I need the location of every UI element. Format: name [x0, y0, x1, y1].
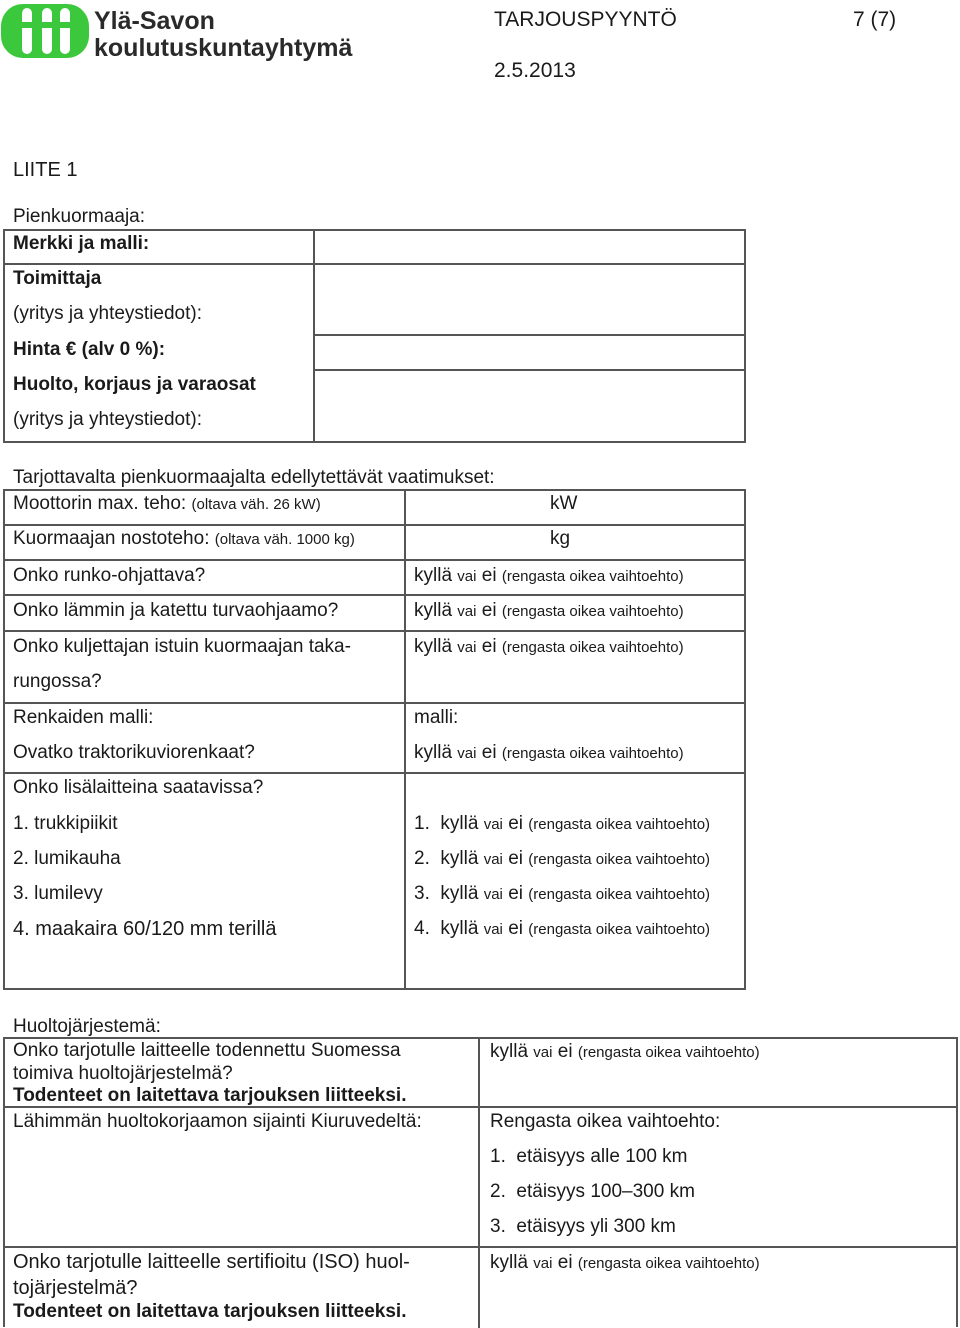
- seat-question-line2: rungossa?: [13, 671, 102, 692]
- certified-question-line1: Onko tarjotulle laitteelle todennettu Suomessa: [13, 1040, 401, 1061]
- section2-title: Tarjottavalta pienkuormaajalta edellytettävät vaatimukset:: [13, 467, 495, 488]
- lift-unit: kg: [550, 528, 571, 549]
- engine-label: Moottorin max. teho:: [13, 493, 187, 514]
- supplier-label: Toimittaja: [13, 268, 102, 289]
- service-sub-label: (yritys ja yhteystiedot):: [13, 409, 202, 430]
- tyres-label: Renkaiden malli:: [13, 707, 154, 728]
- tractor-choice[interactable]: kyllä vai ei (rengasta oikea vaihtoehto): [414, 742, 684, 763]
- frame-choice[interactable]: kyllä vai ei (rengasta oikea vaihtoehto): [414, 565, 684, 586]
- accessory-choice-3[interactable]: 3. kyllä vai ei (rengasta oikea vaihtoehto): [414, 883, 711, 904]
- brand-model-label: Merkki ja malli:: [13, 233, 150, 254]
- lift-note: (oltava väh. 1000 kg): [214, 531, 355, 548]
- lift-label: Kuormaajan nostoteho:: [13, 528, 210, 549]
- accessories-question: Onko lisälaitteina saatavissa?: [13, 777, 264, 798]
- logo-icon: [0, 0, 92, 62]
- distance-option[interactable]: 2. etäisyys 100–300 km: [490, 1181, 695, 1202]
- doc-date: 2.5.2013: [494, 59, 576, 82]
- service-label: Huolto, korjaus ja varaosat: [13, 374, 256, 395]
- section1-title: Pienkuormaaja:: [13, 206, 146, 227]
- nearest-workshop-question: Lähimmän huoltokorjaamon sijainti Kiuruvedeltä:: [13, 1111, 422, 1132]
- cabin-question: Onko lämmin ja katettu turvaohjaamo?: [13, 600, 339, 621]
- distance-option[interactable]: 3. etäisyys yli 300 km: [490, 1216, 676, 1237]
- iso-choice[interactable]: kyllä vai ei (rengasta oikea vaihtoehto): [490, 1252, 760, 1273]
- seat-question-line1: Onko kuljettajan istuin kuormaajan taka-: [13, 636, 351, 657]
- org-name-line1: Ylä-Savon: [94, 7, 215, 35]
- certified-choice[interactable]: kyllä vai ei (rengasta oikea vaihtoehto): [490, 1041, 760, 1062]
- engine-unit: kW: [550, 493, 578, 514]
- tyres-model-label: malli:: [414, 707, 459, 728]
- accessory-choice-2[interactable]: 2. kyllä vai ei (rengasta oikea vaihtoehto): [414, 848, 711, 869]
- accessory-item: 4. maakaira 60/120 mm terillä: [13, 918, 277, 940]
- iso-question-line2: tojärjestelmä?: [13, 1277, 138, 1299]
- engine-note: (oltava väh. 26 kW): [191, 496, 321, 513]
- org-name: [94, 8, 352, 62]
- logo: [0, 0, 92, 62]
- accessory-item: 1. trukkipiikit: [13, 813, 118, 834]
- certified-question-line2: toimiva huoltojärjestelmä?: [13, 1063, 233, 1084]
- circle-prompt: Rengasta oikea vaihtoehto:: [490, 1111, 721, 1132]
- evidence-note-2: Todenteet on laitettava tarjouksen liitteeksi.: [13, 1301, 407, 1322]
- accessory-item: 3. lumilevy: [13, 883, 103, 904]
- engine-row: [13, 493, 321, 515]
- page-number: 7 (7): [853, 8, 897, 31]
- section3-title: Huoltojärjestemä:: [13, 1016, 161, 1037]
- accessory-choice-1[interactable]: 1. kyllä vai ei (rengasta oikea vaihtoehto): [414, 813, 711, 834]
- iso-question-line1: Onko tarjotulle laitteelle sertifioitu (ISO) huol-: [13, 1251, 410, 1273]
- accessory-choice-4[interactable]: 4. kyllä vai ei (rengasta oikea vaihtoehto): [414, 918, 711, 939]
- doc-type: TARJOUSPYYNTÖ: [494, 8, 677, 31]
- distance-option[interactable]: 1. etäisyys alle 100 km: [490, 1146, 688, 1167]
- accessory-item: 2. lumikauha: [13, 848, 121, 869]
- tractor-question: Ovatko traktorikuviorenkaat?: [13, 742, 255, 763]
- evidence-note: Todenteet on laitettava tarjouksen liitteeksi.: [13, 1085, 407, 1106]
- lift-row: [13, 528, 355, 550]
- frame-question: Onko runko-ohjattava?: [13, 565, 206, 586]
- cabin-choice[interactable]: kyllä vai ei (rengasta oikea vaihtoehto): [414, 600, 684, 621]
- seat-choice[interactable]: kyllä vai ei (rengasta oikea vaihtoehto): [414, 636, 684, 657]
- price-label: Hinta € (alv 0 %):: [13, 339, 166, 360]
- org-name-line2: koulutuskuntayhtymä: [94, 34, 353, 62]
- supplier-sub-label: (yritys ja yhteystiedot):: [13, 303, 202, 324]
- appendix-title: LIITE 1: [13, 159, 78, 181]
